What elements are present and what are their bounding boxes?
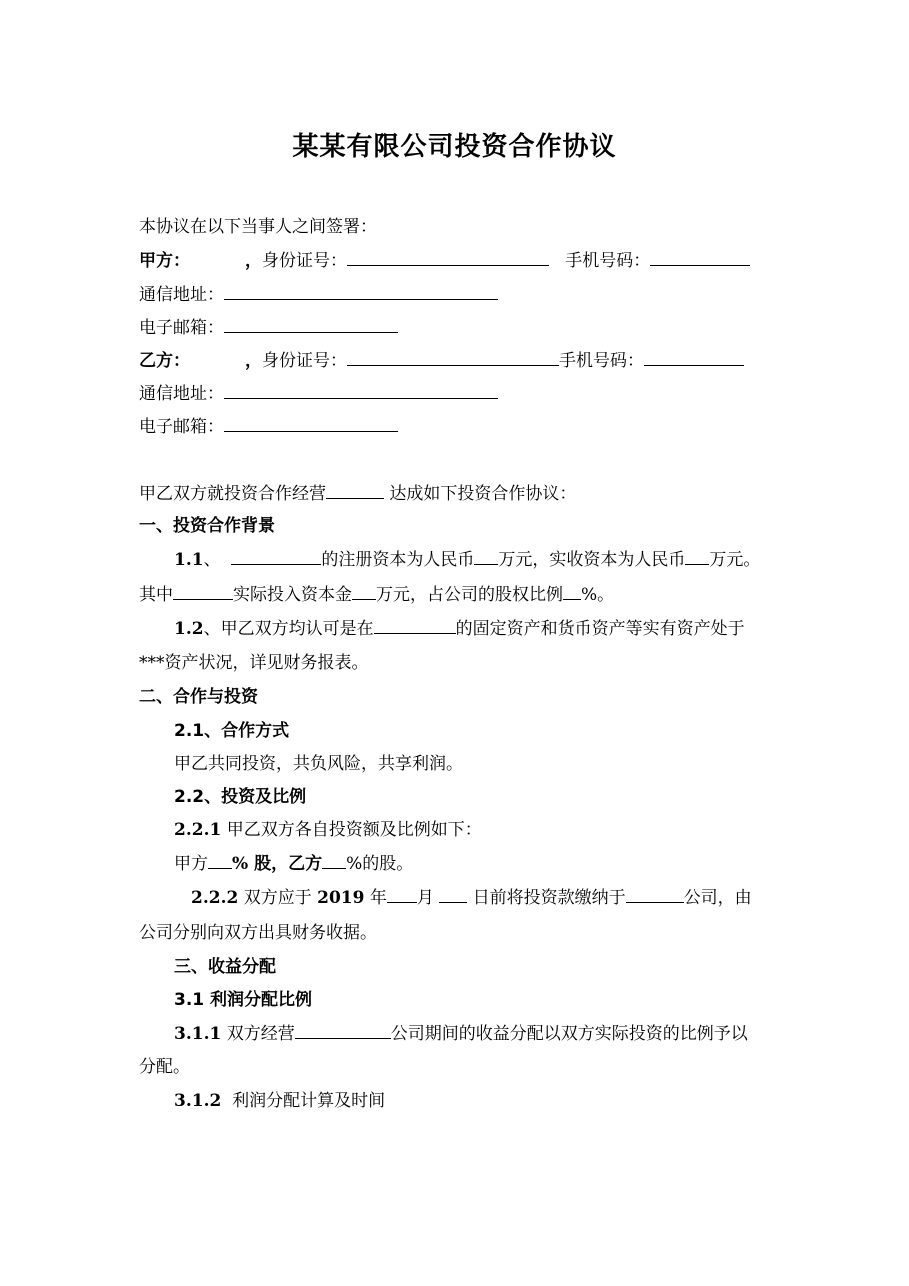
clause-1-2	[174, 617, 745, 640]
ratio-party-b: % 股，乙方	[232, 854, 323, 874]
subsection-2-1: 2.1、合作方式	[174, 721, 290, 741]
clause-1-1-cont-d: %。	[581, 585, 615, 605]
clause-1-1-text-a: 的注册资本为人民币	[321, 550, 475, 570]
section-3-heading: 三、收益分配	[174, 957, 276, 977]
clause-2-2-2	[191, 886, 752, 909]
investor-blank	[173, 583, 233, 600]
clause-1-1-cont-a: 其中	[139, 585, 173, 605]
intro-text: 本协议在以下当事人之间签署：	[139, 217, 377, 237]
clause-2-2-1	[174, 819, 482, 841]
ratio-a-blank	[208, 852, 232, 869]
party-a-email-row	[139, 316, 398, 339]
clause-1-2-number: 1.2	[174, 619, 204, 639]
subsection-3-1: 3.1 利润分配比例	[174, 990, 313, 1010]
clause-2-2-2-year-unit: 年	[369, 888, 387, 908]
clause-2-2-1-number: 2.2.1	[174, 820, 222, 840]
clause-2-2-2-cont: 公司分别向双方出具财务收据。	[139, 923, 377, 943]
clause-1-2-text-b: 的固定资产和货币资产等实有资产处于	[455, 619, 745, 639]
clause-1-1-number: 1.1	[174, 550, 204, 570]
party-a-row	[139, 249, 750, 272]
clause-3-1-2-text: 利润分配计算及时间	[232, 1091, 386, 1111]
clause-3-1-2-number: 3.1.2	[174, 1091, 222, 1111]
actual-capital-blank	[352, 583, 376, 600]
clause-2-2-1-text: 甲乙双方各自投资额及比例如下：	[226, 820, 482, 840]
document-title: 某某有限公司投资合作协议	[292, 132, 617, 162]
agreement-intro	[139, 482, 576, 505]
month-blank	[387, 886, 417, 903]
clause-1-1-cont-c: 万元，占公司的股权比例	[376, 585, 563, 605]
clause-2-2-2-text-d: 日前将投资款缴纳于	[472, 888, 626, 908]
clause-3-1-2	[174, 1090, 385, 1112]
clause-2-2-2-year: 2019	[317, 888, 365, 908]
section-1-heading: 一、投资合作背景	[139, 516, 275, 536]
party-a-id-label: 身份证号：	[262, 251, 347, 271]
party-a-comma: ，	[245, 251, 262, 271]
party-a-email-label: 电子邮箱：	[139, 318, 224, 338]
subsection-2-1-text: 甲乙共同投资，共负风险，共享利润。	[174, 754, 463, 774]
party-b-phone-label: 手机号码：	[559, 351, 644, 371]
section-2-heading: 二、合作与投资	[139, 687, 258, 707]
agreement-intro-part1: 甲乙双方就投资合作经营	[139, 484, 326, 504]
company-blank	[231, 548, 321, 565]
operating-company-blank	[295, 1022, 391, 1039]
clause-3-1-1-number: 3.1.1	[174, 1024, 222, 1044]
party-b-label: 乙方：	[139, 351, 190, 371]
clause-3-1-1	[174, 1022, 748, 1045]
party-a-name-blank	[190, 250, 245, 266]
party-b-name-blank	[190, 350, 245, 366]
investment-ratio-row	[174, 852, 413, 875]
party-b-id-label: 身份证号：	[262, 351, 347, 371]
party-b-email-label: 电子邮箱：	[139, 417, 224, 437]
clause-2-2-2-month-unit: 月	[416, 888, 434, 908]
party-a-address-blank	[224, 283, 498, 300]
party-b-email-row	[139, 415, 398, 438]
clause-1-1-cont-b: 实际投入资本金	[233, 585, 352, 605]
party-b-address-blank	[224, 382, 498, 399]
clause-1-1	[174, 548, 760, 571]
clause-1-2-text-a: 、甲乙双方均认可是在	[203, 619, 374, 639]
clause-1-1-text-c: 万元。	[709, 550, 761, 570]
party-b-comma: ，	[245, 351, 262, 371]
party-a-phone-blank	[650, 249, 750, 266]
party-a-address-label: 通信地址：	[139, 285, 224, 305]
party-a-email-blank	[224, 316, 398, 333]
ratio-party-a: 甲方	[174, 854, 208, 874]
clause-3-1-1-text-b: 公司期间的收益分配以双方实际投资的比例予以	[390, 1024, 748, 1044]
party-b-address-row	[139, 382, 498, 405]
asset-company-blank	[374, 617, 456, 634]
agreement-intro-part2: 达成如下投资合作协议：	[389, 484, 577, 504]
party-a-address-row	[139, 283, 498, 306]
clause-1-1-text-b: 万元，实收资本为人民币	[498, 550, 686, 570]
registered-capital-blank	[474, 548, 498, 565]
clause-1-2-cont: ***资产状况，详见财务报表。	[139, 653, 369, 673]
business-blank	[326, 482, 384, 499]
subsection-2-2: 2.2、投资及比例	[174, 787, 307, 807]
party-a-label: 甲方：	[139, 251, 190, 271]
party-b-id-blank	[347, 349, 559, 366]
clause-1-1-sep: 、	[203, 550, 221, 570]
clause-3-1-1-cont: 分配。	[139, 1057, 190, 1077]
clause-2-2-2-text-a: 双方应于	[243, 888, 312, 908]
day-blank	[439, 886, 467, 903]
payment-company-blank	[626, 886, 684, 903]
clause-3-1-1-text-a: 双方经营	[226, 1024, 295, 1044]
party-a-id-blank	[347, 249, 549, 266]
ratio-b-blank	[322, 852, 346, 869]
equity-ratio-blank	[563, 583, 581, 600]
party-b-email-blank	[224, 415, 398, 432]
clause-2-2-2-text-e: 公司，由	[683, 888, 752, 908]
clause-2-2-2-number: 2.2.2	[191, 888, 239, 908]
party-b-row	[139, 349, 744, 372]
clause-1-1-cont	[139, 583, 614, 606]
party-b-address-label: 通信地址：	[139, 384, 224, 404]
party-a-phone-label: 手机号码：	[565, 251, 651, 271]
party-b-phone-blank	[644, 349, 744, 366]
paid-capital-blank	[685, 548, 709, 565]
ratio-end: %的股。	[346, 854, 414, 874]
